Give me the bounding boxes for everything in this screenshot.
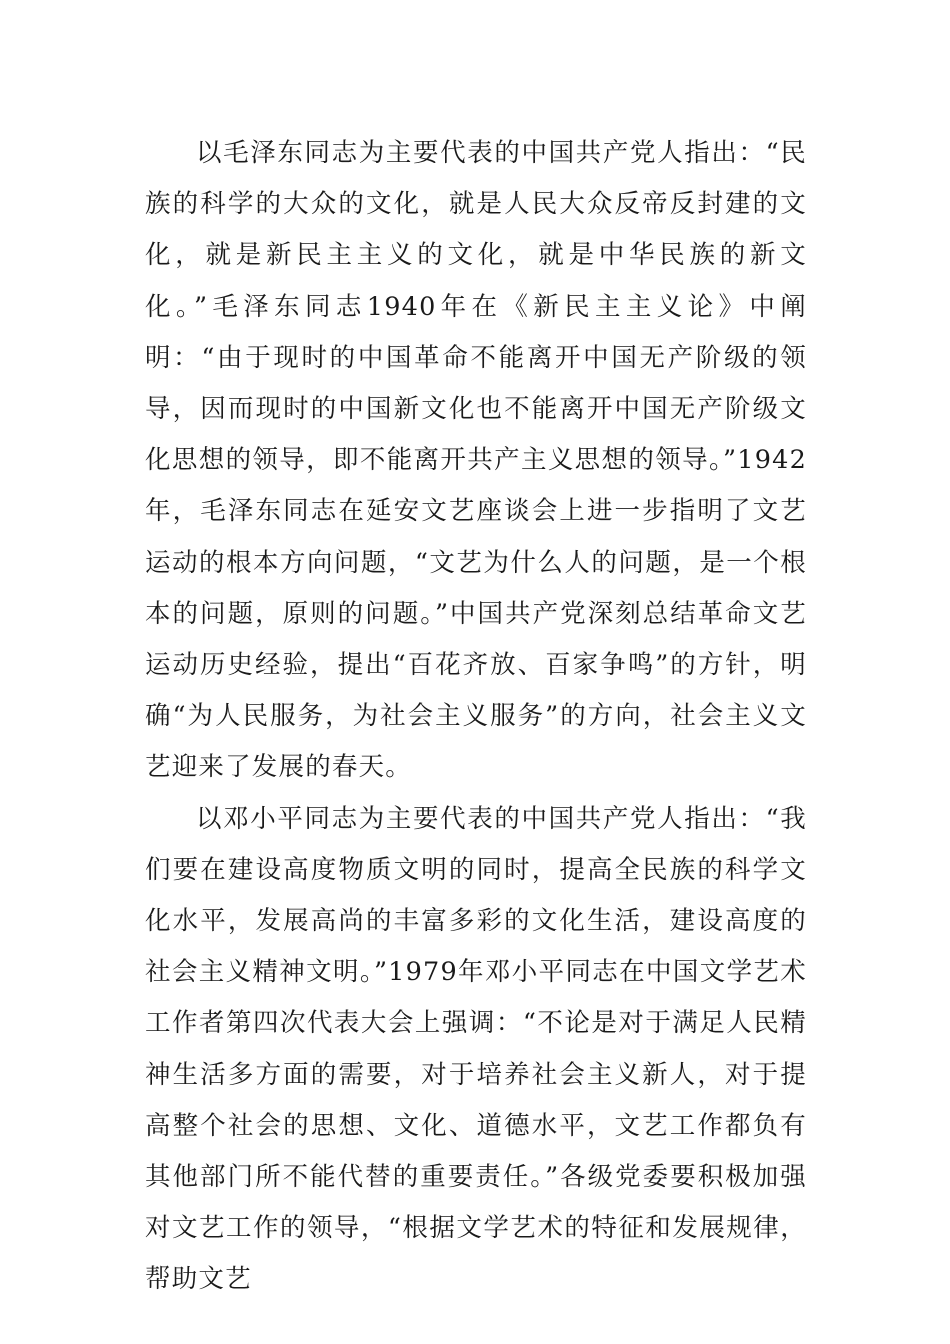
paragraph-deng-xiaoping: 以邓小平同志为主要代表的中国共产党人指出：“我们要在建设高度物质文明的同时，提高全民族的科学文化水平，发展高尚的丰富多彩的文化生活，建设高度的社会主义精神文明。”1979年邓小平同志在中国文学艺术工作者第四次代表大会上强调：“不论是对于满足人民精神生活多方面的需要，对于培养社会主义新人，对于提高整个社会的思想、文化、道德水平，文艺工作都负有其他部门所不能代替的重要责任。”各级党委要积极加强对文艺工作的领导，“根据文学艺术的特征和发展规律，帮助文艺 xyxy=(145,803,807,1295)
paragraph-mao-zedong: 以毛泽东同志为主要代表的中国共产党人指出：“民族的科学的大众的文化，就是人民大众反帝反封建的文化，就是新民主主义的文化，就是中华民族的新文化。”毛泽东同志1940年在《新民主主义论》中阐明：“由于现时的中国革命不能离开中国无产阶级的领导，因而现时的中国新文化也不能离开中国无产阶级文化思想的领导，即不能离开共产主义思想的领导。”1942年，毛泽东同志在延安文艺座谈会上进一步指明了文艺运动的根本方向问题，“文艺为什么人的问题，是一个根本的问题，原则的问题。”中国共产党深刻总结革命文艺运动历史经验，提出“百花齐放、百家争鸣”的方针，明确“为人民服务，为社会主义服务”的方向，社会主义文艺迎来了发展的春天。 xyxy=(145,138,807,783)
body-text xyxy=(145,128,807,1306)
